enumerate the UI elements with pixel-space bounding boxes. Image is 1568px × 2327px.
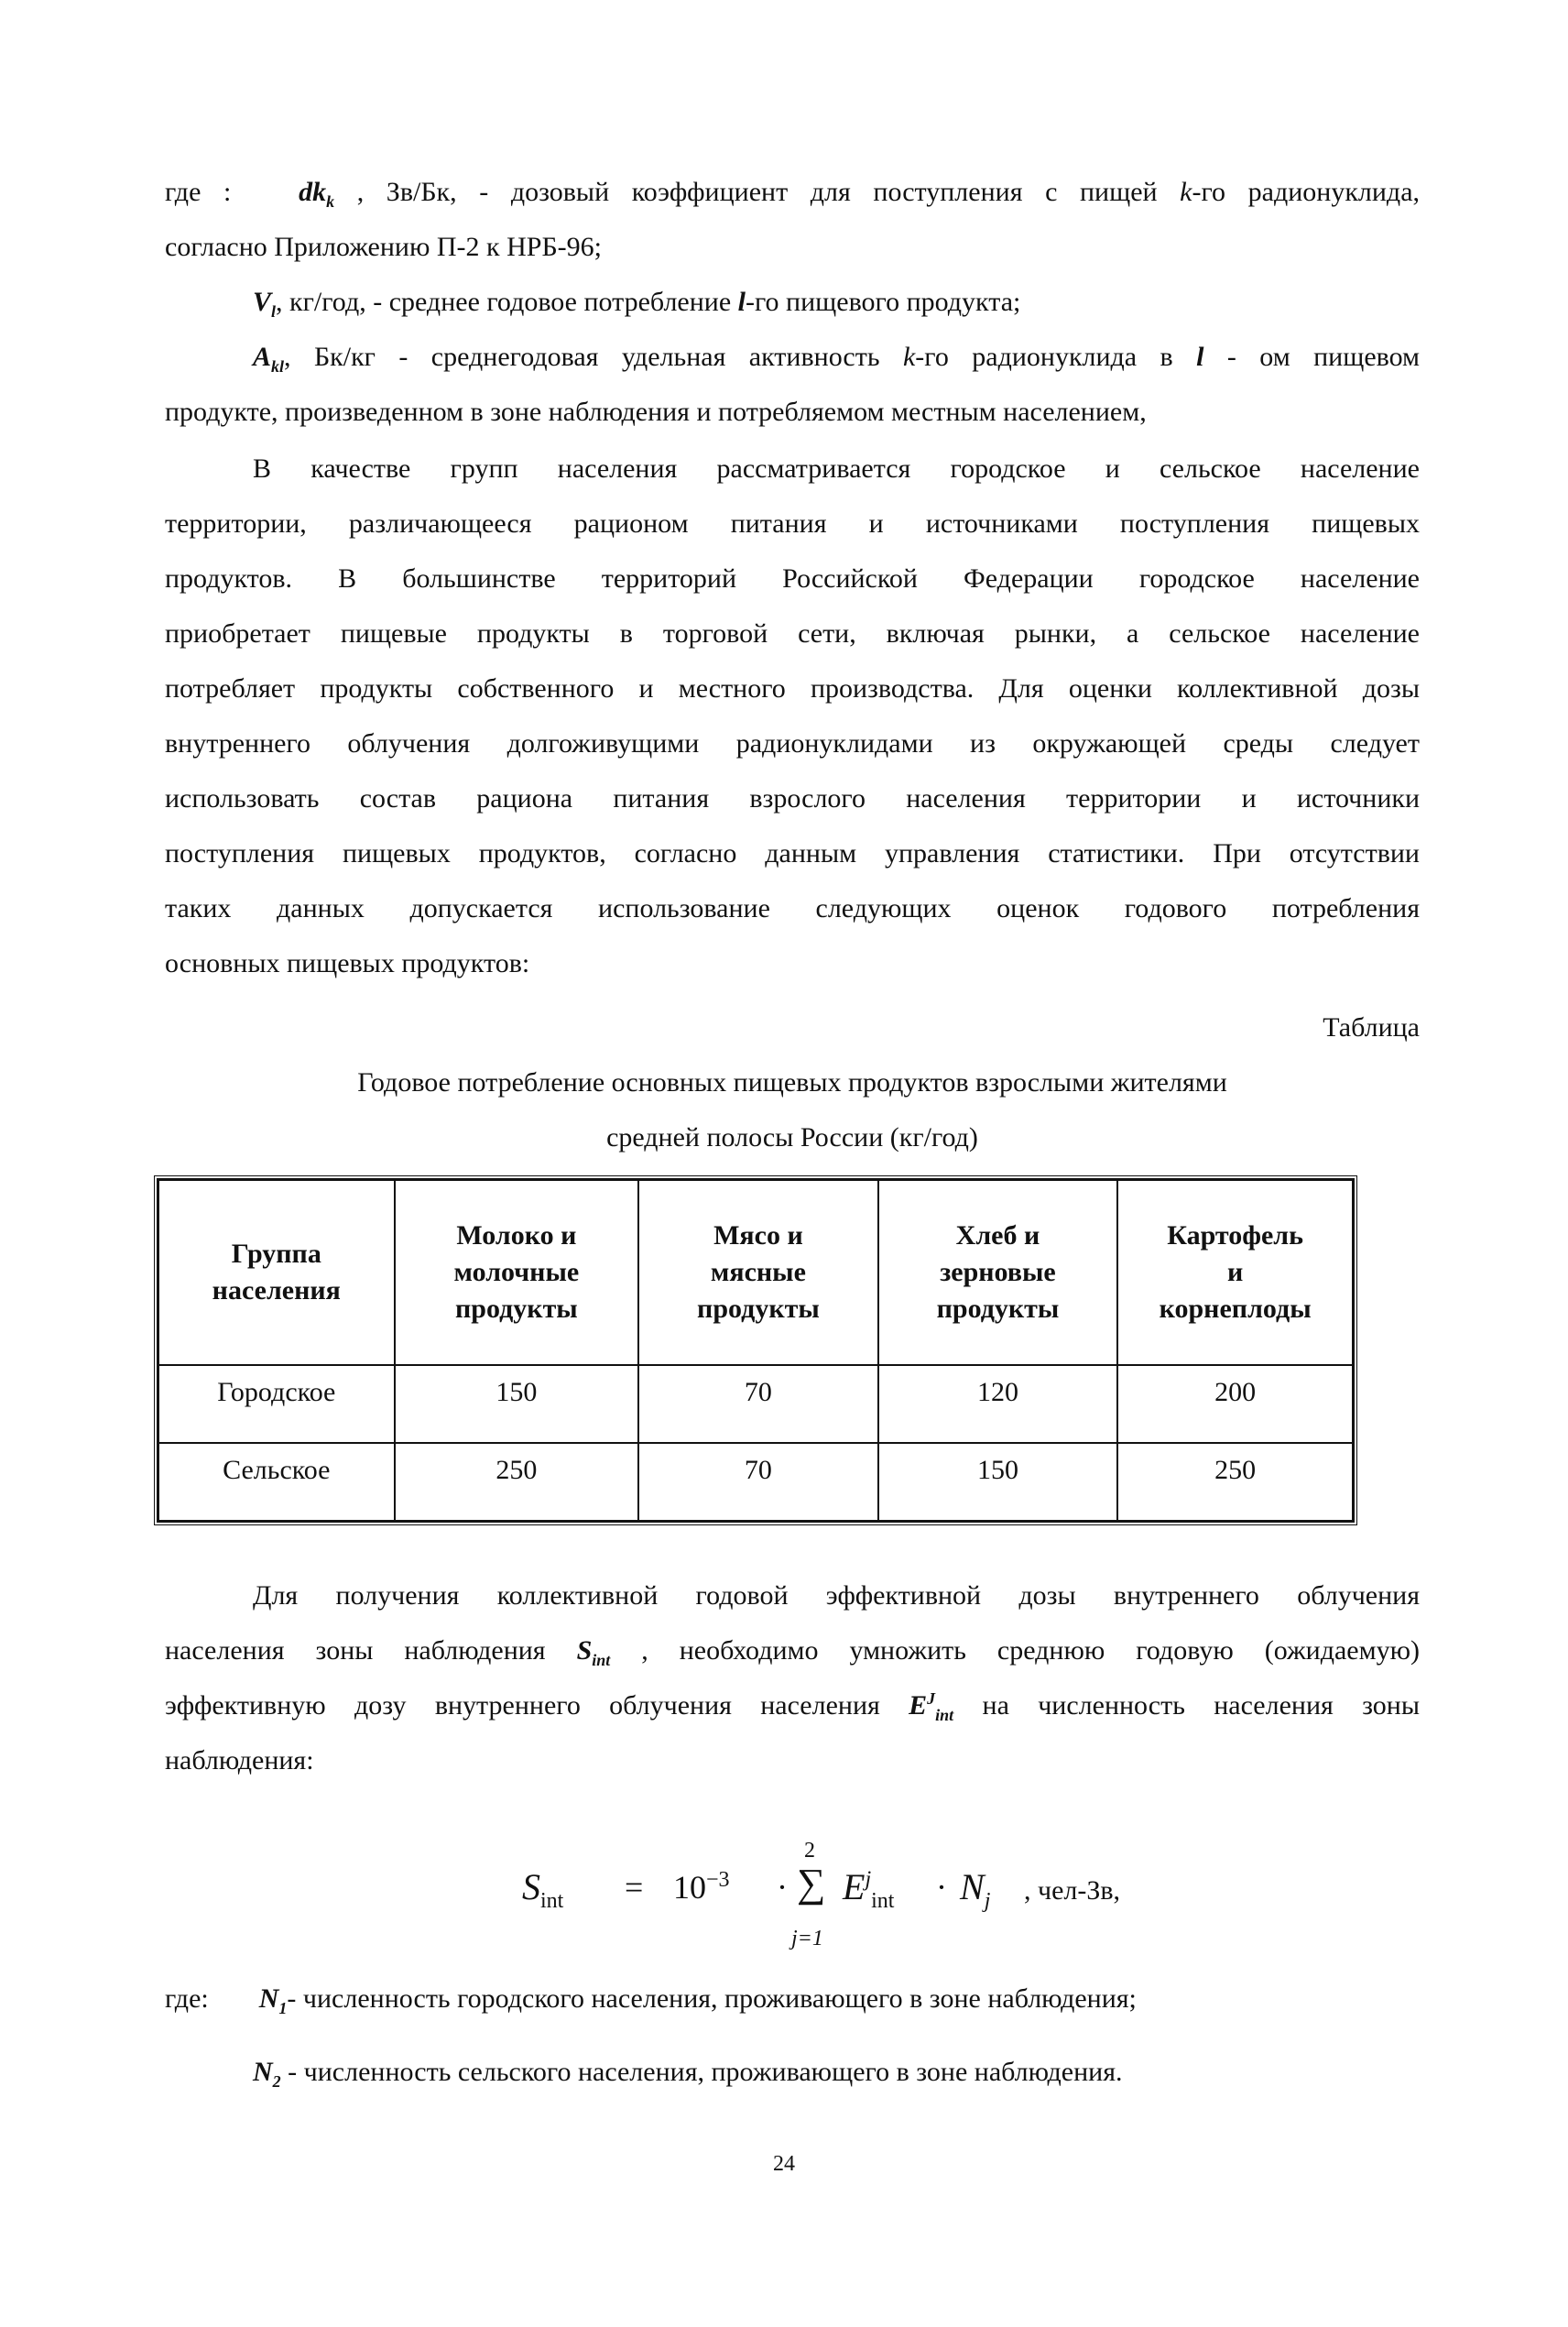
table-cell: 70 [638, 1443, 878, 1521]
table-header-row [158, 1180, 1353, 1365]
table-cell: Сельское [158, 1443, 395, 1521]
paragraph-food-groups: В качестве групп населения рассматривается городское и сельское население территории, различающееся рационом питания и источниками поступления пищевых продуктов. В большинстве территорий Российской Федерации городское население приобретает пищевые продукты в торговой сети, включая рынки, а сельское население потребляет продукты собственного и местного производства. Для оценки коллективной дозы внутреннего облучения долгоживущими радионуклидами из окружающей среды следует использовать состав рациона питания взрослого населения территории и источники поступления пищевых продуктов, согласно данным управления статистики. При отсутствии таких данных допускается использование следующих оценок годового потребления основных пищевых продуктов: [165, 453, 1420, 978]
sum-icon: ∑ [797, 1861, 826, 1906]
table-row [158, 1365, 1353, 1443]
formula-power: $10^{-3}$ [673, 1868, 730, 1906]
table-cell: Городское [158, 1365, 395, 1443]
table-row [158, 1443, 1353, 1521]
table-cell: 250 [395, 1443, 639, 1521]
header-bread: Хлеб и зерновые продукты [878, 1180, 1118, 1365]
header-meat: Мясо и мясные продукты [638, 1180, 878, 1365]
definition-n1: где: $N_1-$ численность городского населения, проживающего в зоне наблюдения; [165, 1983, 1137, 2017]
formula-dot-2: · [936, 1869, 947, 1906]
table-cell: 70 [638, 1365, 878, 1443]
definition-dk: где : $dk_k$ , Зв/Бк, - дозовый коэффициент для поступления с пищей k-го радионуклида, согласно Приложению П-2 к НРБ-96; [165, 177, 1421, 262]
formula-unit: , чел-Зв, [1024, 1875, 1121, 1906]
formula-n: $N_j$ [960, 1866, 991, 1913]
consumption-table [154, 1175, 1357, 1525]
page-number: 24 [773, 2152, 795, 2176]
where-label: где : [165, 177, 232, 207]
table-cell: 150 [878, 1443, 1118, 1521]
table-cell: 250 [1117, 1443, 1353, 1521]
formula-dot: · [777, 1869, 788, 1906]
definition-n2: $N_2$ - численность сельского населения, проживающего в зоне наблюдения. [253, 2057, 1123, 2091]
header-milk: Молоко и молочные продукты [395, 1180, 639, 1365]
formula-e: $E^j_{int}$ [843, 1866, 895, 1913]
definition-v: $V_l$, кг/год, - среднее годовое потребление l-го пищевого продукта; [253, 287, 1021, 321]
table-title: Годовое потребление основных пищевых продуктов взрослыми жителями средней полосы России (кг/год) [357, 1067, 1227, 1153]
sum-lower-limit: j=1 [791, 1927, 823, 1950]
formula-lhs: $S_{int}$ [522, 1866, 564, 1913]
sum-upper-limit: 2 [804, 1839, 815, 1863]
formula-equals: = [625, 1869, 644, 1906]
collective-dose-formula [522, 1823, 1163, 1951]
paragraph-collective-dose: Для получения коллективной годовой эффективной дозы внутреннего облучения населения зоны наблюдения $S_{int}$ , необходимо умножить среднюю годовую (ожидаемую) эффективную дозу внутреннего облучения населения $E^J_{int}$ на численность населения зоны наблюдения: [165, 1580, 1421, 1775]
definition-a: $A_{kl}$, Бк/кг - среднегодовая удельная активность k-го радионуклида в l - ом пищевом продукте, произведенном в зоне наблюдения и потребляемом местным населением, [165, 342, 1421, 427]
table-cell: 150 [395, 1365, 639, 1443]
header-group: Группа населения [158, 1180, 395, 1365]
table-label: Таблица [1323, 1012, 1420, 1043]
table-cell: 120 [878, 1365, 1118, 1443]
header-potato: Картофель и корнеплоды [1117, 1180, 1353, 1365]
table-cell: 200 [1117, 1365, 1353, 1443]
